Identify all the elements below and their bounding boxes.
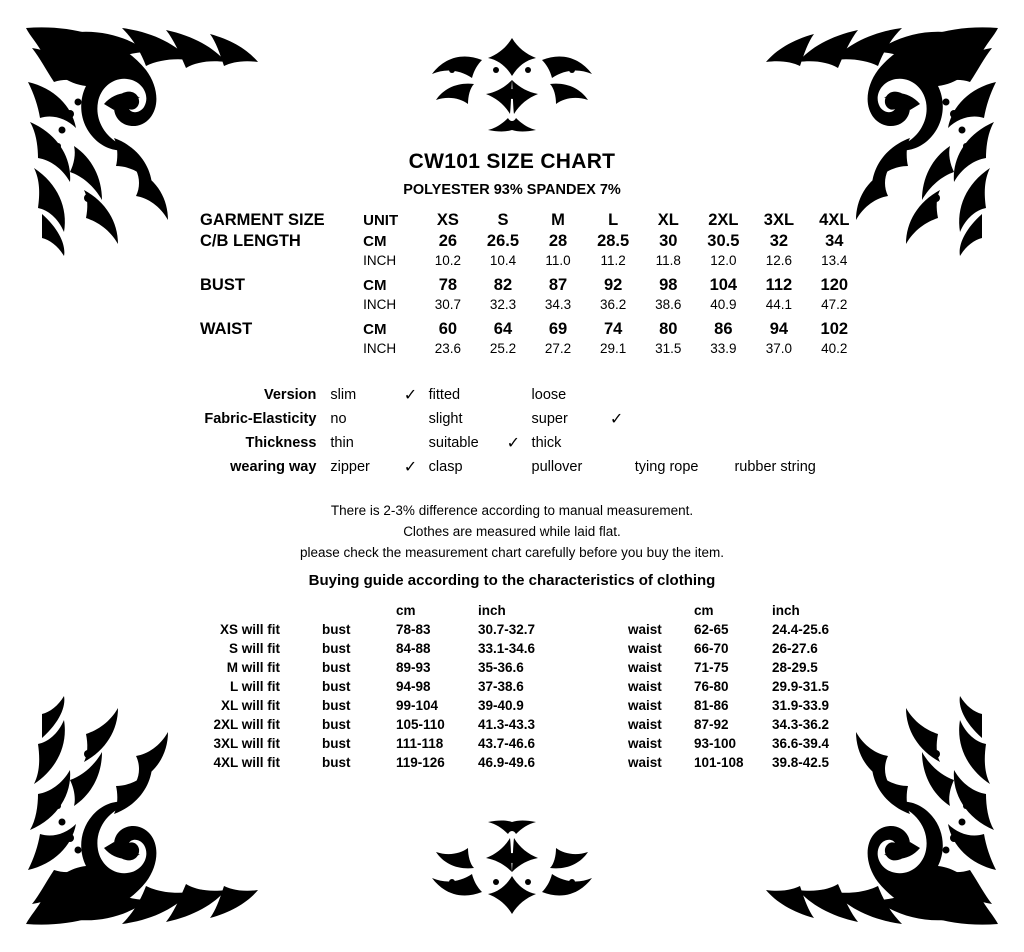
cell-value: 69 [548,320,568,338]
row-unit-cm: CM [363,233,387,250]
cell-value: 31.5 [655,341,682,356]
chart-content [150,150,874,772]
option-clasp[interactable]: clasp [428,459,463,475]
option-slight[interactable]: slight [428,411,463,427]
cell-value: 86 [714,320,733,338]
buying-guide-title: Buying guide according to the characteristics of clothing [308,571,716,589]
cell-value: 104 [709,276,738,294]
cell-value: 23.6 [434,341,461,356]
cell-value: 120 [820,276,849,294]
characteristic-row-wearing-way [182,455,842,479]
cell-value: 94 [769,320,789,338]
fit-waist-word: waist [628,697,662,713]
fit-waist-word: waist [628,621,662,637]
fit-bust-cm: 105-110 [396,716,445,732]
fit-waist-cm: 101-108 [694,754,744,770]
row-label-cb-length: C/B LENGTH [200,232,301,250]
check-no [404,407,429,431]
table-row [162,296,862,313]
row-label-bust: BUST [200,276,245,294]
fit-waist-inch: 31.9-33.9 [772,697,830,713]
size-header-xl: XL [657,211,679,229]
cell-value: 102 [820,320,849,338]
fit-header-size [162,601,280,620]
fit-bust-cm: 94-98 [396,678,431,694]
fit-guide-table [162,601,862,772]
cell-value: 98 [659,276,678,294]
cell-value: 112 [765,276,793,294]
cell-value: 34.3 [544,297,572,312]
table-row [162,658,862,677]
fit-size-label: 3XL will fit [213,735,280,751]
option-thick[interactable]: thick [531,435,562,451]
check-slim: ✓ [403,387,418,404]
fit-waist-inch: 26-27.6 [772,640,818,656]
cell-value: 30.5 [707,232,740,250]
fit-waist-word: waist [628,754,662,770]
option-empty [734,407,842,431]
cell-value: 40.9 [710,297,737,312]
option-pullover[interactable]: pullover [531,459,583,475]
fit-bust-cm: 89-93 [396,659,431,675]
row-unit-cm: CM [363,321,387,338]
option-empty [635,431,735,455]
fit-waist-cm: 93-100 [694,735,737,751]
note-line-2: Clothes are measured while laid flat. [403,523,621,539]
cell-value: 12.0 [710,253,737,268]
fit-size-label: S will fit [228,640,280,656]
fit-bust-word: bust [322,697,351,713]
fit-bust-inch: 43.7-46.6 [478,735,536,751]
size-header-m: M [551,211,565,229]
characteristic-label: Thickness [245,435,317,451]
fit-header-bust [280,601,396,620]
option-empty [734,383,842,407]
fit-bust-inch: 35-36.6 [478,659,524,675]
fit-bust-word: bust [322,640,351,656]
unit-header: UNIT [363,212,399,229]
check-suitable: ✓ [506,435,521,452]
fit-bust-word: bust [322,659,351,675]
cell-value: 26.5 [486,232,520,250]
cell-value: 10.2 [434,253,461,268]
size-header-s: S [497,211,509,229]
cell-value: 30 [659,232,678,250]
cell-value: 28 [548,232,568,250]
option-thin[interactable]: thin [330,435,354,451]
fit-size-label: XL will fit [220,697,280,713]
fit-waist-word: waist [628,678,662,694]
row-label-waist: WAIST [200,320,253,338]
fit-bust-word: bust [322,754,351,770]
characteristic-label: Version [264,387,317,403]
table-row [162,269,862,296]
row-label-empty [162,340,361,357]
fit-waist-word: waist [628,716,662,732]
option-suitable[interactable]: suitable [428,435,479,451]
table-row [162,715,862,734]
fit-waist-cm: 81-86 [694,697,729,713]
check-zipper: ✓ [403,459,418,476]
cell-value: 60 [438,320,458,338]
fit-bust-cm: 84-88 [396,640,431,656]
ornament-top-center-icon [422,30,602,145]
cell-value: 64 [493,320,513,338]
cell-value: 38.6 [655,297,682,312]
row-label-empty [162,252,361,269]
fit-waist-inch: 34.3-36.2 [772,716,830,732]
cell-value: 13.4 [821,253,848,268]
characteristic-row-fabric-elasticity [182,407,842,431]
check-loose [610,383,635,407]
fit-header-bust-cm: cm [396,602,416,618]
fit-waist-cm: 62-65 [694,621,729,637]
fit-guide-header-row [162,601,862,620]
note-line-3: please check the measurement chart carefully before you buy the item. [300,544,724,560]
row-unit-cm: CM [363,277,387,294]
cell-value: 36.2 [600,297,627,312]
table-row [162,620,862,639]
cell-value: 26 [438,232,458,250]
option-rubber-string[interactable]: rubber string [734,459,816,475]
check-fitted [507,383,532,407]
size-header-xs: XS [436,211,459,229]
cell-value: 40.2 [821,341,848,356]
row-unit-inch: INCH [363,297,397,312]
fit-size-label: 2XL will fit [213,716,280,732]
check-clasp [507,455,532,479]
check-slight [507,407,532,431]
garment-size-label: GARMENT SIZE [200,211,325,229]
cell-value: 11.8 [655,253,681,268]
characteristic-row-version [182,383,842,407]
cell-value: 32 [769,232,789,250]
cell-value: 32.3 [489,297,517,312]
check-thin [404,431,429,455]
size-header-2xl: 2XL [708,211,739,229]
material-composition: POLYESTER 93% SPANDEX 7% [403,182,621,198]
cell-value: 28.5 [597,232,630,250]
option-empty [635,407,735,431]
fit-waist-word: waist [628,735,662,751]
fit-bust-cm: 119-126 [396,754,445,770]
fit-bust-cm: 99-104 [396,697,439,713]
fit-bust-cm: 78-83 [396,621,431,637]
option-slim[interactable]: slim [330,387,357,403]
fit-bust-inch: 33.1-34.6 [478,640,536,656]
cell-value: 11.0 [545,253,571,268]
fit-waist-inch: 39.8-42.5 [772,754,830,770]
fit-waist-cm: 66-70 [694,640,729,656]
cell-value: 33.9 [710,341,737,356]
cell-value: 29.1 [600,341,627,356]
characteristic-label: Fabric-Elasticity [204,411,317,427]
fit-bust-cm: 111-118 [396,735,444,751]
fit-header-waist-inch: inch [772,602,800,618]
fit-waist-cm: 87-92 [694,716,729,732]
table-row [162,313,862,340]
table-row [162,753,862,772]
page-title: CW101 SIZE CHART [408,150,616,173]
fit-header-waist [628,601,694,620]
fit-bust-inch: 37-38.6 [478,678,524,694]
option-zipper[interactable]: zipper [330,459,370,475]
cell-value: 10.4 [489,253,517,268]
cell-value: 80 [659,320,678,338]
fit-size-label: M will fit [226,659,280,675]
fit-waist-word: waist [628,659,662,675]
table-row [162,696,862,715]
option-empty [635,383,735,407]
fit-size-label: 4XL will fit [213,754,280,770]
check-thick [610,431,635,455]
table-row [162,231,862,252]
table-row [162,252,862,269]
fit-bust-word: bust [322,716,351,732]
size-measurement-table [162,210,862,357]
option-loose[interactable]: loose [531,387,567,403]
cell-value: 78 [438,276,458,294]
option-empty [734,431,842,455]
option-no[interactable]: no [330,411,347,427]
fit-waist-inch: 29.9-31.5 [772,678,830,694]
fit-header-waist-cm: cm [694,602,714,618]
cell-value: 25.2 [489,341,517,356]
fit-waist-inch: 28-29.5 [772,659,818,675]
size-header-row [162,210,862,231]
fit-bust-inch: 30.7-32.7 [478,621,536,637]
characteristic-row-thickness [182,431,842,455]
option-fitted[interactable]: fitted [428,387,461,403]
fit-bust-inch: 41.3-43.3 [478,716,536,732]
size-header-4xl: 4XL [819,211,850,229]
ornament-bottom-center-icon [422,807,602,922]
cell-value: 87 [548,276,568,294]
note-line-1: There is 2-3% difference according to manual measurement. [330,503,694,518]
fit-bust-inch: 39-40.9 [478,697,524,713]
row-unit-inch: INCH [363,341,397,356]
fit-size-label: XS will fit [219,621,280,637]
table-row [162,340,862,357]
fit-waist-inch: 36.6-39.4 [772,735,830,751]
cell-value: 30.7 [434,297,461,312]
fit-bust-word: bust [322,621,351,637]
cell-value: 37.0 [765,341,793,356]
measurement-notes [150,501,874,564]
table-row [162,639,862,658]
fit-waist-cm: 71-75 [694,659,729,675]
table-row [162,734,862,753]
cell-value: 47.2 [821,297,848,312]
size-header-3xl: 3XL [763,211,795,229]
option-tying-rope[interactable]: tying rope [634,459,699,475]
check-super: ✓ [609,411,624,428]
characteristic-label: wearing way [230,459,317,475]
fit-waist-cm: 76-80 [694,678,729,694]
fit-bust-word: bust [322,678,351,694]
cell-value: 27.2 [544,341,572,356]
cell-value: 12.6 [765,253,793,268]
row-unit-inch: INCH [363,253,397,268]
fit-bust-word: bust [322,735,351,751]
cell-value: 74 [603,320,623,338]
size-header-l: L [608,211,619,229]
fit-bust-inch: 46.9-49.6 [478,754,536,770]
row-label-empty [162,296,361,313]
fit-waist-inch: 24.4-25.6 [772,621,830,637]
table-row [162,677,862,696]
characteristics-table [182,383,842,479]
fit-waist-word: waist [628,640,662,656]
cell-value: 82 [493,276,513,294]
fit-size-label: L will fit [230,678,280,694]
option-super[interactable]: super [531,411,568,427]
fit-header-bust-inch: inch [478,602,506,618]
cell-value: 34 [825,232,844,250]
cell-value: 11.2 [600,253,626,268]
cell-value: 92 [603,276,623,294]
check-pullover [610,455,635,479]
cell-value: 44.1 [765,297,793,312]
